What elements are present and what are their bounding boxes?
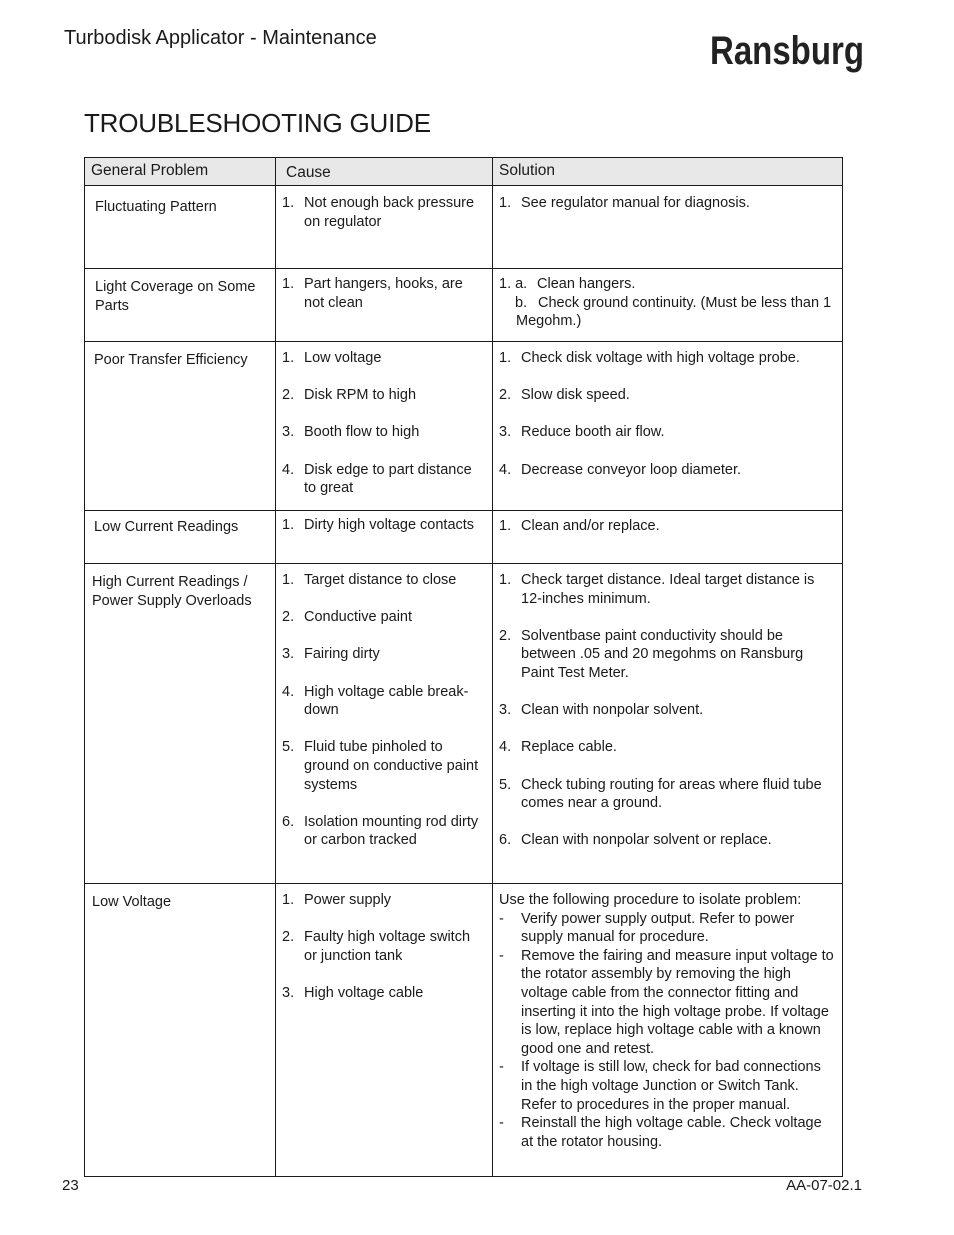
cause-cell (276, 342, 493, 511)
table-row (85, 342, 843, 511)
step-text: If voltage is still low, check for bad connections in the high voltage Junction or Switch Tank. Refer to procedures in the proper manual. (521, 1059, 821, 1113)
item-text: Conductive paint (304, 609, 413, 626)
solution-cell (493, 269, 843, 342)
item-text: Dirty high voltage contacts (304, 517, 475, 533)
item-number: 5. (499, 776, 512, 793)
item-number: 2. (499, 627, 512, 644)
table-row (85, 269, 843, 342)
item-number: 2. (499, 387, 512, 404)
problem-cell: Light Coverage on Some Parts (85, 269, 276, 342)
cause-item (282, 645, 486, 664)
item-number: 4. (499, 739, 512, 756)
solution-item (499, 831, 836, 850)
item-number: 1. a. (499, 276, 528, 292)
solution-cell (493, 511, 843, 564)
cause-cell (276, 564, 493, 884)
cause-cell (276, 186, 493, 269)
troubleshooting-table (84, 157, 843, 1177)
step-bullet: - (499, 947, 504, 964)
item-number: 2. (282, 387, 295, 404)
item-text: High voltage cable (304, 984, 424, 1001)
item-number: 1. (499, 350, 512, 366)
item-text: Faulty high voltage switch or junction tank (304, 929, 471, 964)
solution-cell (493, 342, 843, 511)
column-header-problem: General Problem (85, 158, 276, 186)
item-number: 3. (499, 702, 512, 719)
cause-item (282, 608, 486, 627)
item-number: 3. (282, 424, 295, 441)
item-text: Slow disk speed. (521, 387, 630, 404)
item-number: 1. (282, 350, 295, 366)
item-number: 1. (282, 517, 295, 533)
procedure-step (499, 910, 836, 947)
item-text: Check ground continuity. (Must be less than 1 Megohm.) (516, 294, 832, 330)
item-text: Replace cable. (521, 739, 617, 756)
solution-item (499, 275, 836, 294)
page-header-title: Turbodisk Applicator - Maintenance (64, 27, 377, 49)
item-number: 3. (499, 424, 512, 441)
item-number: 1. (282, 572, 295, 588)
solution-item (499, 627, 836, 683)
item-text: Target distance to close (304, 572, 457, 588)
cause-item (282, 349, 486, 368)
column-header-cause: Cause (276, 158, 493, 186)
solution-item (499, 517, 836, 536)
document-code: AA-07-02.1 (786, 1177, 862, 1194)
step-text: Remove the fairing and measure input voltage to the rotator assembly by removing the high voltage cable from the connector fitting and inserting it into the high voltage probe. If voltage is low, replace high voltage cable with a known good one and retest. (521, 947, 834, 1057)
item-text: Clean hangers. (537, 276, 636, 292)
item-text: Booth flow to high (304, 424, 420, 441)
cause-item (282, 738, 486, 794)
logo-wordmark: Ransburg (710, 29, 864, 73)
solution-item (499, 461, 836, 480)
cause-item (282, 928, 486, 965)
page-number: 23 (62, 1177, 79, 1194)
procedure-step (499, 1058, 836, 1114)
item-text: Fluid tube pinholed to ground on conductive paint systems (304, 739, 479, 793)
problem-cell: High Current Readings / Power Supply Overloads (85, 564, 276, 884)
item-text: Check tubing routing for areas where fluid tube comes near a ground. (521, 776, 822, 812)
cause-item (282, 423, 486, 442)
problem-cell: Fluctuating Pattern (85, 186, 276, 269)
step-bullet: - (499, 1115, 504, 1132)
item-text: Not enough back pressure on regulator (304, 195, 475, 230)
cause-item (282, 461, 486, 498)
procedure-step (499, 947, 836, 1059)
item-text: Clean and/or replace. (521, 518, 660, 534)
solution-item (499, 386, 836, 405)
cause-item (282, 194, 486, 231)
item-text: Disk edge to part distance to great (304, 461, 472, 497)
cause-item (282, 891, 486, 910)
item-number: 1. (282, 276, 295, 292)
solution-item (499, 738, 836, 757)
table-header-row (85, 158, 843, 186)
table-row (85, 186, 843, 269)
step-text: Verify power supply output. Refer to power supply manual for procedure. (521, 910, 795, 946)
item-text: Power supply (304, 892, 392, 908)
cause-item (282, 275, 486, 312)
item-text: Solventbase paint conductivity should be between .05 and 20 megohms on Ransburg Paint Test Meter. (521, 627, 804, 681)
item-number: 4. (282, 461, 295, 478)
problem-cell: Poor Transfer Efficiency (85, 342, 276, 511)
ransburg-logo (710, 24, 866, 76)
item-text: Fairing dirty (304, 646, 380, 663)
cause-item (282, 813, 486, 850)
solution-item (499, 571, 836, 608)
item-text: Low voltage (304, 350, 382, 366)
item-number: 4. (282, 683, 295, 700)
item-number: 1. (499, 195, 512, 211)
cause-cell (276, 269, 493, 342)
item-text: Reduce booth air flow. (521, 424, 665, 441)
solution-item (499, 423, 836, 442)
item-text: Clean with nonpolar solvent. (521, 702, 704, 719)
item-text: Check target distance. Ideal target distance is 12-inches minimum. (521, 572, 815, 607)
item-text: See regulator manual for diagnosis. (521, 195, 750, 211)
item-number: 3. (282, 646, 295, 663)
procedure-intro: Use the following procedure to isolate problem: (499, 892, 802, 908)
item-number: 1. (282, 892, 295, 908)
section-title: TROUBLESHOOTING GUIDE (84, 108, 431, 138)
item-number: 1. (499, 572, 512, 588)
solution-item (499, 194, 836, 213)
cause-item (282, 516, 486, 535)
procedure-step (499, 1114, 836, 1151)
table-row (85, 511, 843, 564)
item-number: 3. (282, 984, 295, 1001)
item-number: 2. (282, 609, 295, 626)
item-number: 1. (499, 518, 512, 534)
item-text: Clean with nonpolar solvent or replace. (521, 832, 772, 849)
item-number: 1. (282, 195, 295, 211)
cause-item (282, 571, 486, 590)
item-number: 5. (282, 739, 295, 756)
item-number: 4. (499, 461, 512, 478)
problem-cell: Low Voltage (85, 884, 276, 1177)
item-text: Disk RPM to high (304, 387, 417, 404)
item-text: Check disk voltage with high voltage probe. (521, 350, 800, 366)
item-number: 2. (282, 929, 295, 946)
item-text: Part hangers, hooks, are not clean (304, 276, 463, 311)
item-text: Isolation mounting rod dirty or carbon tracked (304, 813, 479, 849)
table-row (85, 884, 843, 1177)
column-header-solution: Solution (493, 158, 843, 186)
solution-item (478, 294, 836, 331)
cause-item (282, 984, 486, 1003)
step-bullet: - (499, 1059, 504, 1076)
cause-item (282, 386, 486, 405)
item-text: High voltage cable break-down (304, 683, 469, 719)
problem-cell: Low Current Readings (85, 511, 276, 564)
solution-cell (493, 564, 843, 884)
item-number: 6. (282, 813, 295, 830)
cause-cell (276, 884, 493, 1177)
item-text: Decrease conveyor loop diameter. (521, 461, 742, 478)
step-bullet: - (499, 910, 504, 927)
solution-cell (493, 884, 843, 1177)
solution-item (499, 349, 836, 368)
step-text: Reinstall the high voltage cable. Check voltage at the rotator housing. (521, 1115, 822, 1150)
cause-cell (276, 511, 493, 564)
table-row (85, 564, 843, 884)
solution-item (499, 701, 836, 720)
cause-item (282, 683, 486, 720)
solution-item (499, 776, 836, 813)
solution-cell (493, 186, 843, 269)
item-number: b. (515, 294, 528, 311)
item-number: 6. (499, 832, 512, 849)
